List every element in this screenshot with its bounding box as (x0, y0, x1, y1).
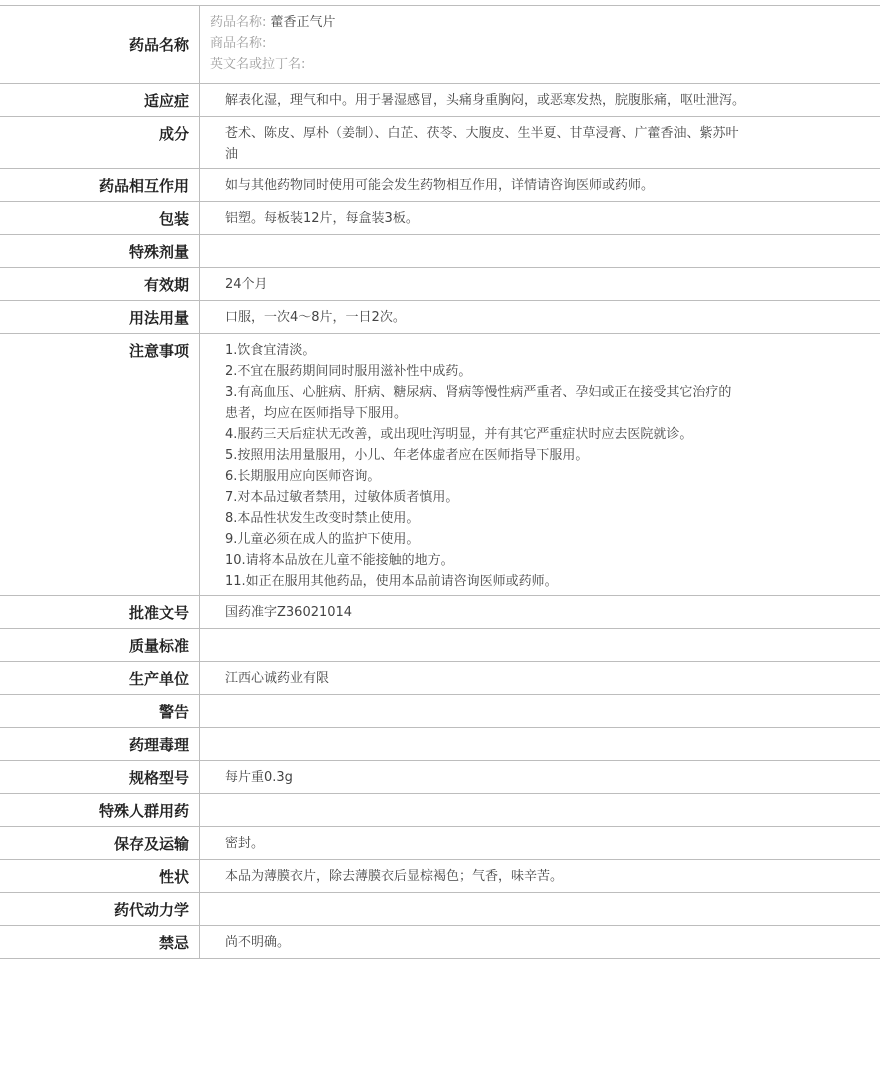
row-precautions (0, 334, 880, 596)
row-quality (0, 629, 880, 662)
label-validity: 有效期 (0, 268, 200, 300)
value-storage: 密封。 (225, 836, 265, 851)
row-usage (0, 301, 880, 334)
value-special-dosage (200, 235, 880, 267)
precaution-line: 4.服药三天后症状无改善，或出现吐泻明显，并有其它严重症状时应去医院就诊。 (225, 427, 693, 442)
precaution-line: 9.儿童必须在成人的监护下使用。 (225, 532, 420, 547)
row-packaging (0, 202, 880, 235)
label-pharmacokinetics: 药代动力学 (0, 893, 200, 925)
precaution-line: 10.请将本品放在儿童不能接触的地方。 (225, 553, 454, 568)
row-manufacturer (0, 662, 880, 695)
row-special-groups (0, 794, 880, 827)
drug-name-block (200, 6, 880, 83)
value-packaging: 铝塑。每板装12片，每盒装3板。 (225, 211, 419, 226)
value-indications: 解表化湿，理气和中。用于暑湿感冒，头痛身重胸闷，或恶寒发热，脘腹胀痛，呕吐泄泻。 (225, 93, 746, 108)
row-storage (0, 827, 880, 860)
trade-name-label: 商品名称: (210, 36, 267, 51)
ingredients-line-2: 油 (225, 147, 239, 162)
value-warning (200, 695, 880, 727)
row-validity (0, 268, 880, 301)
row-toxicology (0, 728, 880, 761)
precaution-line: 2.不宜在服药期间同时服用滋补性中成药。 (225, 364, 472, 379)
value-spec: 每片重0.3g (225, 770, 293, 785)
value-appearance: 本品为薄膜衣片，除去薄膜衣后显棕褐色；气香，味辛苦。 (225, 869, 564, 884)
label-interactions: 药品相互作用 (0, 169, 200, 201)
label-precautions: 注意事项 (0, 334, 200, 595)
label-warning: 警告 (0, 695, 200, 727)
value-usage: 口服，一次4～8片，一日2次。 (225, 310, 406, 325)
label-usage: 用法用量 (0, 301, 200, 333)
value-pharmacokinetics (200, 893, 880, 925)
label-drug-name: 药品名称 (0, 6, 200, 83)
label-manufacturer: 生产单位 (0, 662, 200, 694)
precaution-line: 患者，均应在医师指导下服用。 (225, 406, 408, 421)
label-contraindications: 禁忌 (0, 926, 200, 958)
precaution-line: 7.对本品过敏者禁用，过敏体质者慎用。 (225, 490, 459, 505)
value-validity: 24个月 (225, 277, 268, 292)
value-toxicology (200, 728, 880, 760)
row-appearance (0, 860, 880, 893)
precaution-line: 6.长期服用应向医师咨询。 (225, 469, 381, 484)
label-ingredients: 成分 (0, 117, 200, 168)
drug-info-table (0, 5, 880, 959)
precaution-line: 8.本品性状发生改变时禁止使用。 (225, 511, 420, 526)
value-special-groups (200, 794, 880, 826)
drug-name-value: 藿香正气片 (270, 15, 336, 30)
label-spec: 规格型号 (0, 761, 200, 793)
row-approval (0, 596, 880, 629)
label-appearance: 性状 (0, 860, 200, 892)
row-spec (0, 761, 880, 794)
row-interactions (0, 169, 880, 202)
row-ingredients (0, 117, 880, 169)
value-quality (200, 629, 880, 661)
row-special-dosage (0, 235, 880, 268)
row-contraindications (0, 926, 880, 959)
label-toxicology: 药理毒理 (0, 728, 200, 760)
row-pharmacokinetics (0, 893, 880, 926)
label-storage: 保存及运输 (0, 827, 200, 859)
label-special-dosage: 特殊剂量 (0, 235, 200, 267)
label-quality: 质量标准 (0, 629, 200, 661)
drug-name-label: 药品名称: (210, 15, 267, 30)
label-special-groups: 特殊人群用药 (0, 794, 200, 826)
label-indications: 适应症 (0, 84, 200, 116)
precaution-line: 1.饮食宜清淡。 (225, 343, 316, 358)
row-warning (0, 695, 880, 728)
precaution-line: 5.按照用法用量服用，小儿、年老体虚者应在医师指导下服用。 (225, 448, 589, 463)
value-interactions: 如与其他药物同时使用可能会发生药物相互作用，详情请咨询医师或药师。 (225, 178, 655, 193)
english-name-label: 英文名或拉丁名: (210, 57, 306, 72)
value-contraindications: 尚不明确。 (225, 935, 291, 950)
row-indications (0, 84, 880, 117)
value-approval: 国药准字Z36021014 (225, 605, 353, 620)
precaution-line: 3.有高血压、心脏病、肝病、糖尿病、肾病等慢性病严重者、孕妇或正在接受其它治疗的 (225, 385, 732, 400)
row-drug-name (0, 6, 880, 84)
value-precautions (200, 334, 880, 595)
label-approval: 批准文号 (0, 596, 200, 628)
ingredients-line-1: 苍术、陈皮、厚朴（姜制）、白芷、茯苓、大腹皮、生半夏、甘草浸膏、广藿香油、紫苏叶 (225, 126, 739, 141)
value-manufacturer: 江西心诚药业有限 (225, 671, 330, 686)
label-packaging: 包装 (0, 202, 200, 234)
value-ingredients (200, 117, 880, 168)
precaution-line: 11.如正在服用其他药品，使用本品前请咨询医师或药师。 (225, 574, 558, 589)
